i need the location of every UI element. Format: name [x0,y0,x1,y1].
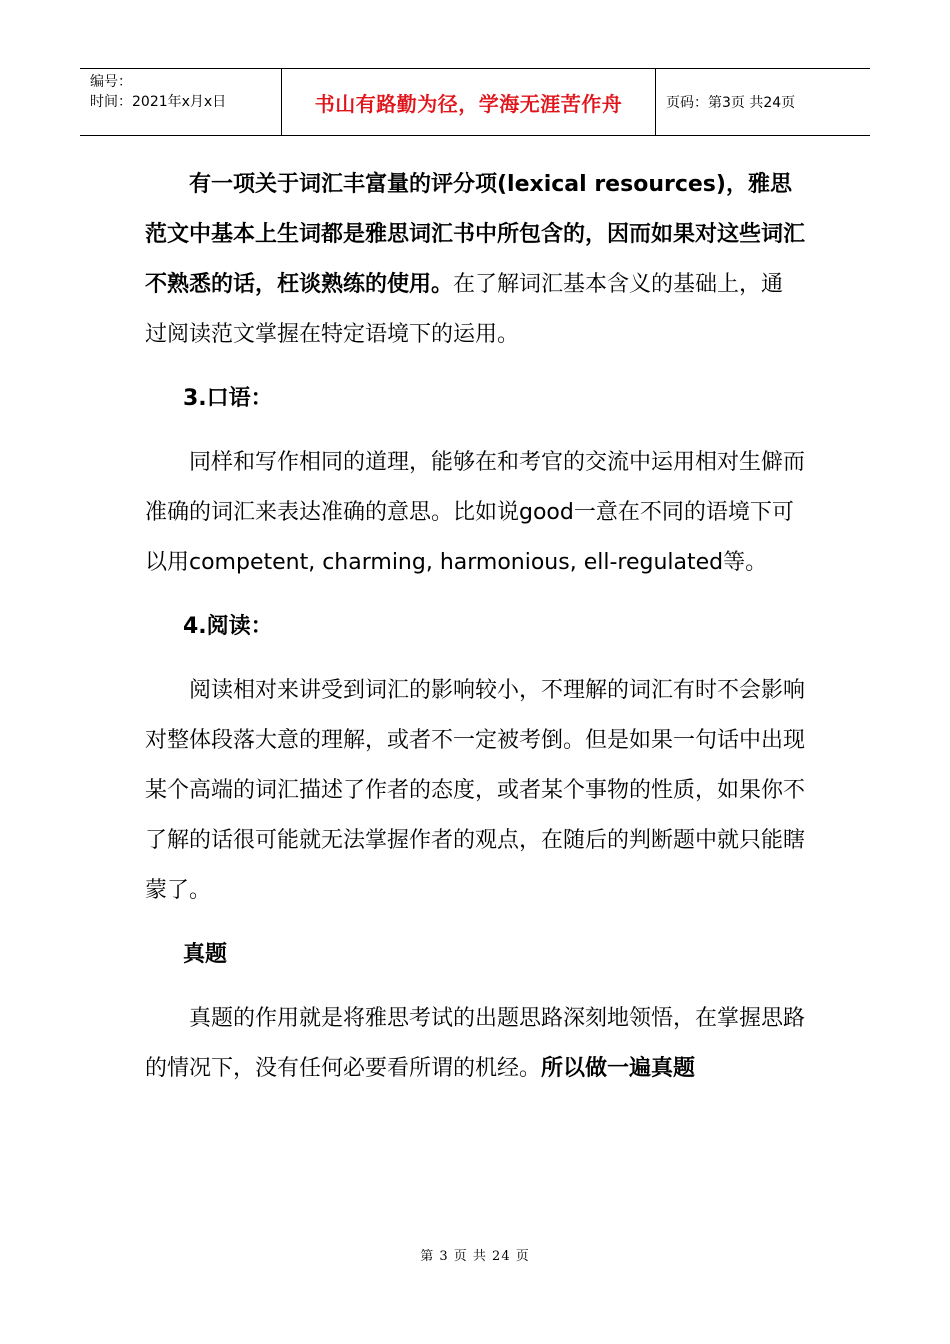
page-header [80,68,870,136]
paragraph-zhenti-bold: 所以做一遍真题 [541,1056,696,1081]
paragraph-reading: 阅读相对来讲受到词汇的影响较小，不理解的词汇有时不会影响对整体段落大意的理解，或者不一定被考倒。但是如果一句话中出现某个高端的词汇描述了作者的态度，或者某个事物的性质，如果你不了解的话很可能就无法掌握作者的观点，在随后的判断题中就只能瞎蒙了。 [145,678,806,903]
heading-reading: 4.阅读： [183,614,273,639]
page-footer: 第 3 页 共 24 页 [420,1249,530,1264]
paragraph-zhenti-normal: 真题的作用就是将雅思考试的出题思路深刻地领悟，在掌握思路的情况下，没有任何必要看所谓的机经。 [145,1006,806,1081]
header-page-info: 页码：第3页 共24页 [666,95,796,111]
heading-zhenti: 真题 [183,942,228,967]
header-meta-cell [80,69,282,135]
code-label: 编号： [90,74,132,90]
paragraph-speaking: 同样和写作相同的道理，能够在和考官的交流中运用相对生僻而准确的词汇来表达准确的意思。比如说good一意在不同的语境下可以用competent, charming, harmonious, ell-regulated等。 [145,450,806,575]
paragraph-zhenti [145,994,805,1094]
document-body [145,160,805,1094]
header-motto: 书山有路勤为径，学海无涯苦作舟 [282,69,656,135]
time-label: 时间：2021年x月x日 [90,94,227,110]
paragraph-lexical [145,160,805,360]
paragraph-lexical-bold: 有一项关于词汇丰富量的评分项(lexical resources)，雅思范文中基本上生词都是雅思词汇书中所包含的，因而如果对这些词汇不熟悉的话，枉谈熟练的使用。 [145,172,806,297]
heading-speaking: 3.口语： [183,386,273,411]
paragraph-lexical-normal: 在了解词汇基本含义的基础上，通过阅读范文掌握在特定语境下的运用。 [145,272,784,347]
